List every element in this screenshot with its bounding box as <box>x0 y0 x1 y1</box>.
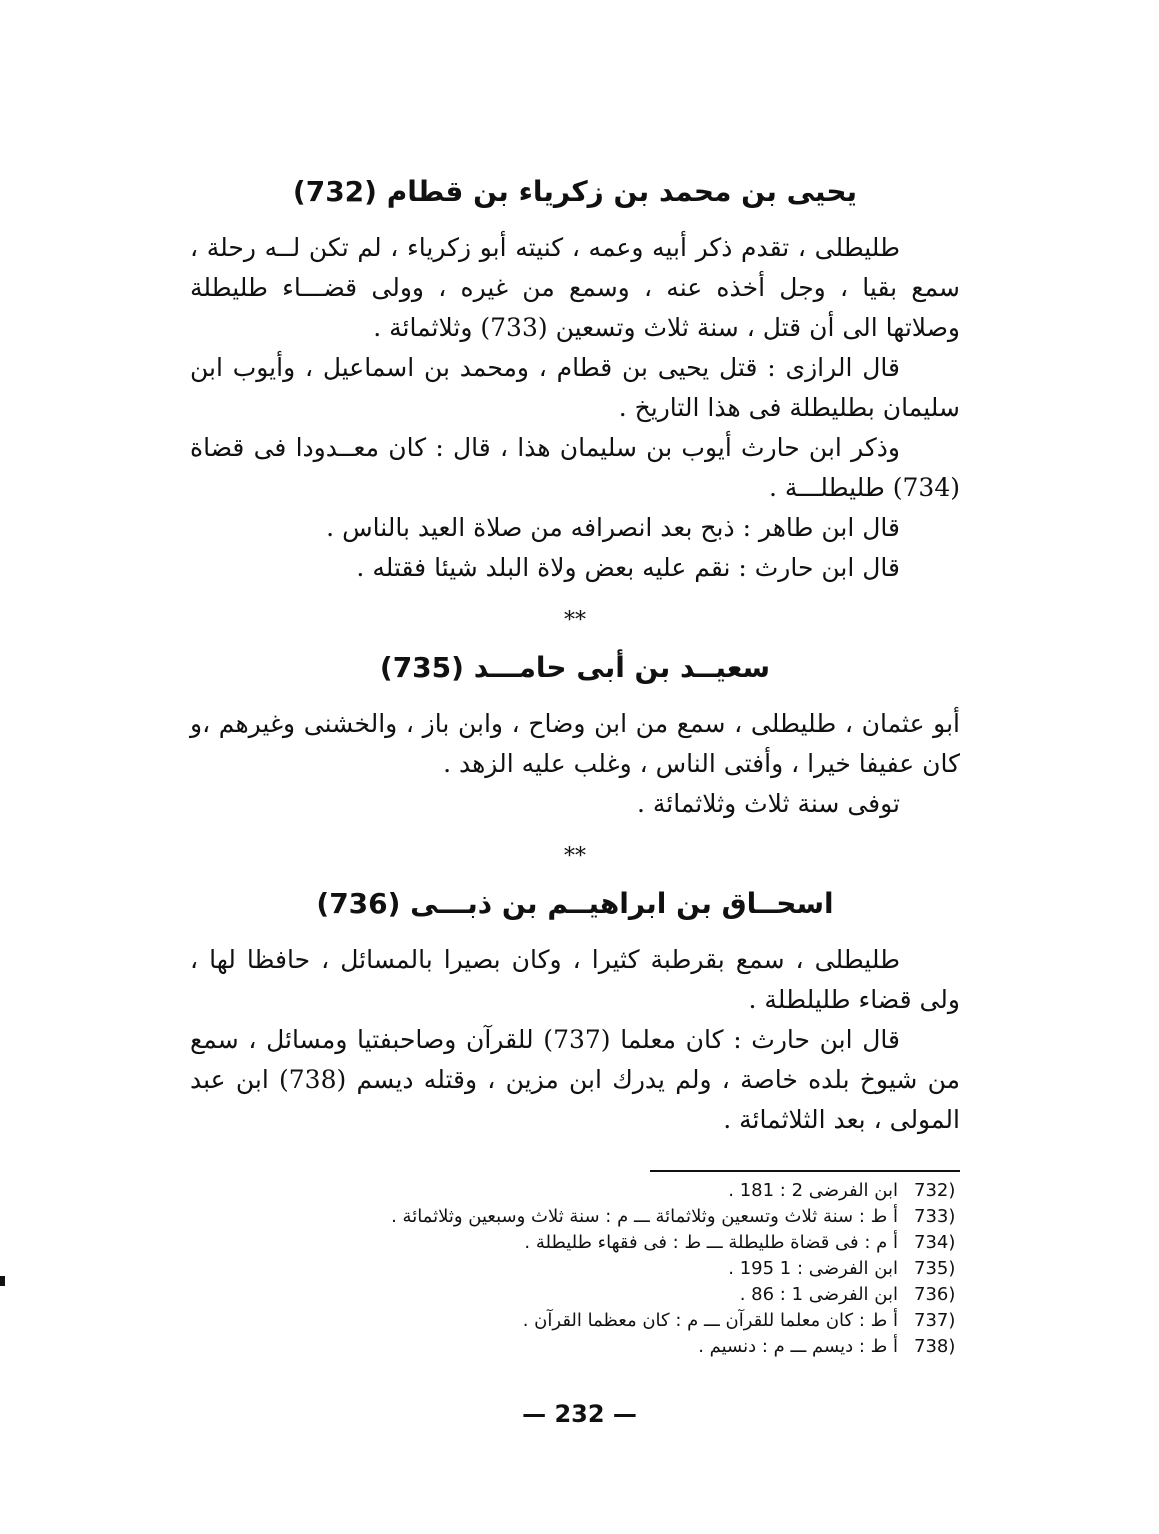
footnote-number: 736) <box>914 1284 956 1305</box>
entry-title: اسحــاق بن ابراهيــم بن ذبـــى (736) <box>316 887 834 920</box>
page-body <box>190 170 960 1140</box>
entry-paragraph: وذكر ابن حارث أيوب بن سليمان هذا ، قال : كان معــدودا فى قضاة (734) طليطلـــة . <box>190 433 960 502</box>
footnote-738 <box>190 1334 960 1360</box>
entry-735 <box>190 646 960 824</box>
footnote-number: 738) <box>914 1336 956 1357</box>
footnote-number: 737) <box>914 1310 956 1331</box>
section-separator: ** <box>564 844 586 869</box>
footnote-text: ابن الفرضى : 1 195 . <box>728 1258 898 1279</box>
entry-paragraph: قال ابن حارث : نقم عليه بعض ولاة البلد شيئا فقتله . <box>356 553 900 582</box>
entry-732 <box>190 170 960 588</box>
footnote-734 <box>190 1230 960 1256</box>
footnote-text: أ ط : سنة ثلاث وتسعين وثلاثمائة ـــ م : سنة ثلاث وسبعين وثلاثمائة . <box>391 1206 898 1227</box>
footnote-732 <box>190 1178 960 1204</box>
entry-paragraph: قال ابن طاهر : ذبح بعد انصرافه من صلاة العيد بالناس . <box>326 513 900 542</box>
entry-paragraph: قال ابن حارث : كان معلما (737) للقرآن وصاحبفتيا ومسائل ، سمع من شيوخ بلده خاصة ، ولم يدرك ابن مزين ، وقتله ديسم (738) ابن عبد المولى ، بعد الثلاثمائة . <box>190 1025 960 1134</box>
entry-paragraph: طليطلى ، تقدم ذكر أبيه وعمه ، كنيته أبو زكرياء ، لم تكن لــه رحلة ، سمع بقيا ، وجل أخذه عنه ، وسمع من غيره ، وولى قضـــاء طليطلة وصلاتها الى أن قتل ، سنة ثلاث وتسعين (733) وثلاثمائة . <box>190 233 960 342</box>
entry-title: سعيــد بن أبى حامـــد (735) <box>379 651 771 684</box>
footnote-number: 733) <box>914 1206 956 1227</box>
section-separator: ** <box>564 608 586 633</box>
entry-paragraph: طليطلى ، سمع بقرطبة كثيرا ، وكان بصيرا بالمسائل ، حافظا لها ، ولى قضاء طليلطلة . <box>190 945 960 1014</box>
entry-paragraph: قال الرازى : قتل يحيى بن قطام ، ومحمد بن اسماعيل ، وأيوب ابن سليمان بطليطلة فى هذا التاريخ . <box>190 353 960 422</box>
footnote-number: 732) <box>914 1180 956 1201</box>
scan-mark <box>0 1276 5 1286</box>
page-number: — 232 — <box>522 1400 637 1428</box>
footnote-number: 735) <box>914 1258 956 1279</box>
footnote-number: 734) <box>914 1232 956 1253</box>
entry-paragraph: توفى سنة ثلاث وثلاثمائة . <box>636 789 900 818</box>
footnote-736 <box>190 1282 960 1308</box>
footnote-733 <box>190 1204 960 1230</box>
entry-paragraph: أبو عثمان ، طليطلى ، سمع من ابن وضاح ، وابن باز ، والخشنى وغيرهم ،و كان عفيفا خيرا ، وأفتى الناس ، وغلب عليه الزهد . <box>190 709 960 778</box>
entry-title: يحيى بن محمد بن زكرياء بن قطام (732) <box>292 175 858 208</box>
footnote-text: ابن الفرضى 1 : 86 . <box>739 1284 898 1305</box>
footnotes <box>190 1170 960 1360</box>
footnote-737 <box>190 1308 960 1334</box>
footnote-text: أ ط : كان معلما للقرآن ـــ م : كان معظما القرآن . <box>522 1310 898 1331</box>
footnote-rule <box>650 1170 960 1172</box>
footnote-text: أ ط : ديسم ـــ م : دنسيم . <box>698 1336 898 1357</box>
footnote-text: أ م : فى قضاة طليطلة ـــ ط : فى فقهاء طليطلة . <box>524 1232 898 1253</box>
entry-736 <box>190 882 960 1140</box>
footnote-text: ابن الفرضى 2 : 181 . <box>728 1180 898 1201</box>
footnote-735 <box>190 1256 960 1282</box>
